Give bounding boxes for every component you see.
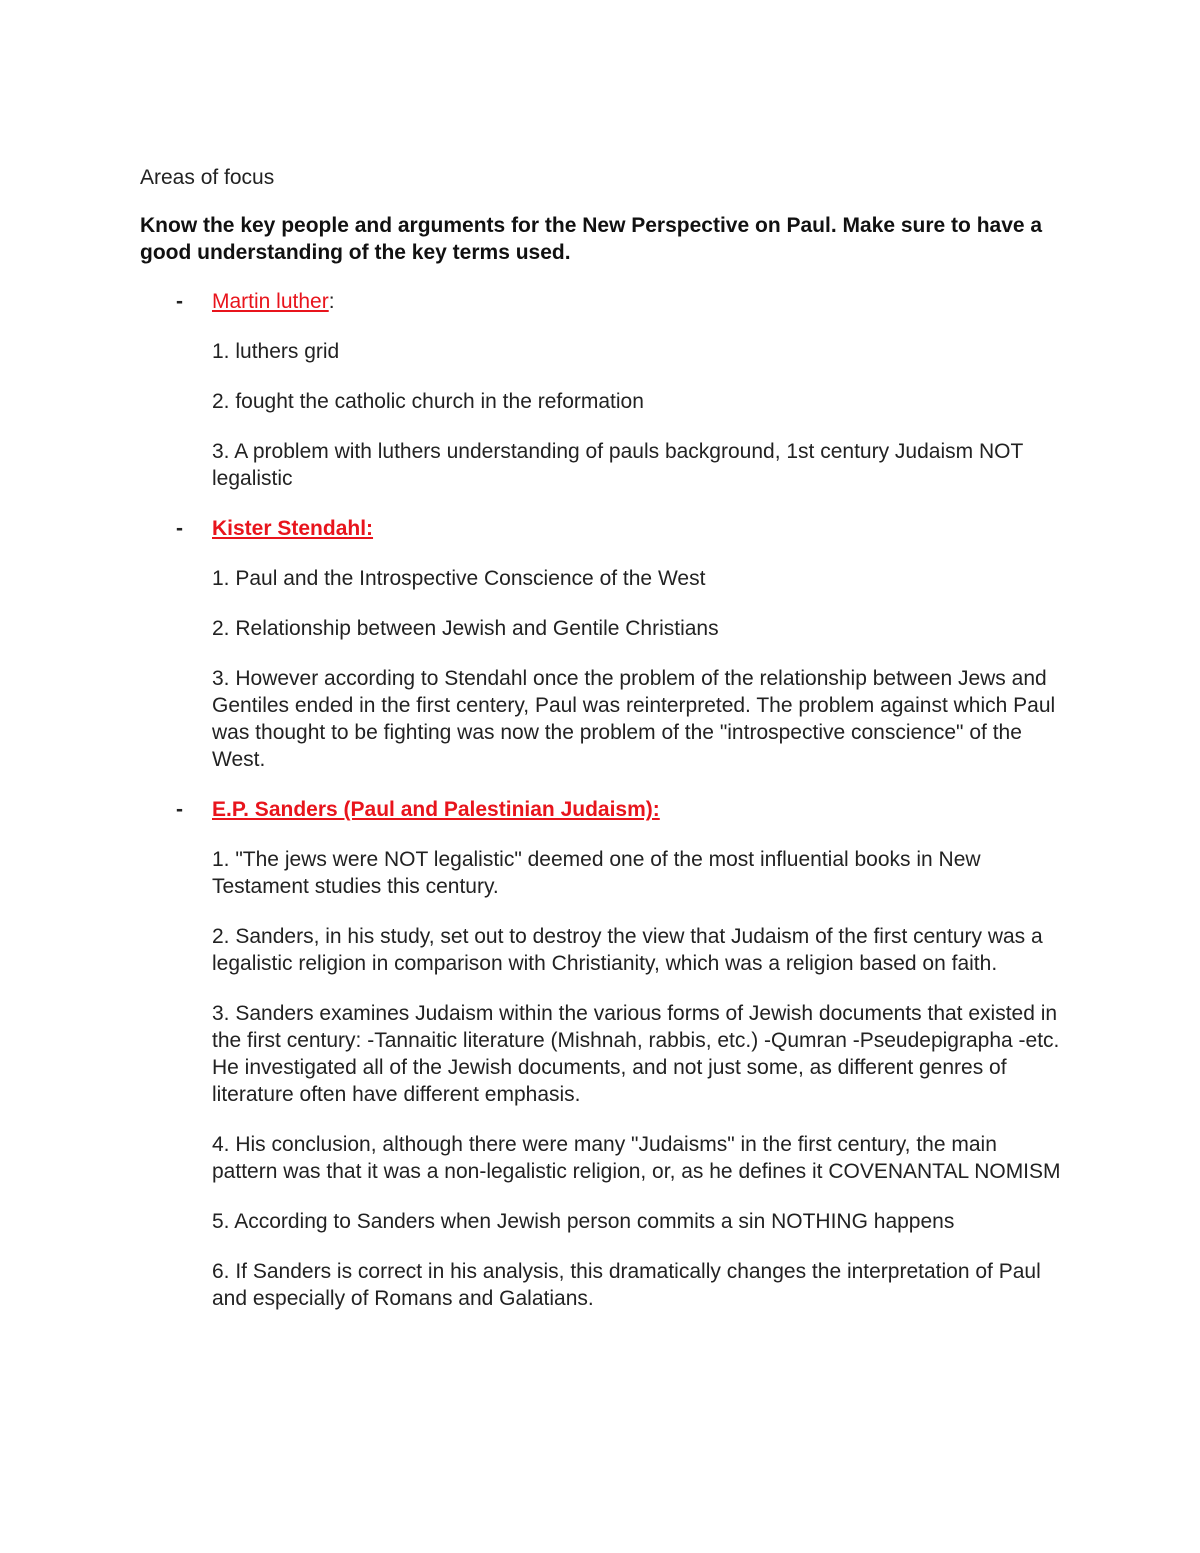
dash-bullet: -	[176, 798, 183, 821]
section-heading	[140, 796, 1060, 824]
list-item: 3. A problem with luthers understanding of pauls background, 1st century Judaism NOT legalistic	[212, 440, 1023, 490]
list-item: 5. According to Sanders when Jewish person commits a sin NOTHING happens	[212, 1210, 955, 1233]
section-ep-sanders	[140, 796, 1060, 1312]
heading-link-ep-sanders[interactable]: E.P. Sanders (Paul and Palestinian Judaism):	[212, 798, 660, 821]
dash-bullet: -	[176, 290, 183, 313]
task-instruction: Know the key people and arguments for the New Perspective on Paul. Make sure to have a good understanding of the key terms used.	[140, 214, 1043, 264]
list-item: 2. fought the catholic church in the reformation	[212, 390, 644, 413]
list-item: 4. His conclusion, although there were many "Judaisms" in the first century, the main pattern was that it was a non-legalistic religion, or, as he defines it COVENANTAL NOMISM	[212, 1133, 1061, 1183]
section-heading	[140, 288, 1060, 316]
dash-bullet: -	[176, 517, 183, 540]
list-item: 1. Paul and the Introspective Conscience of the West	[212, 567, 706, 590]
list-item: 1. luthers grid	[212, 340, 340, 363]
list-item: 3. However according to Stendahl once the problem of the relationship between Jews and Gentiles ended in the first centery, Paul was reinterpreted. The problem against which Paul was thought to be fighting was now the problem of the "introspective conscience" of the West.	[212, 667, 1056, 771]
section-heading	[140, 515, 1060, 543]
list-item: 1. "The jews were NOT legalistic" deemed one of the most influential books in New Testament studies this century.	[212, 848, 981, 898]
section-martin-luther	[140, 288, 1060, 492]
heading-link-kister-stendahl[interactable]: Kister Stendahl:	[212, 517, 374, 540]
list-item: 2. Relationship between Jewish and Gentile Christians	[212, 617, 719, 640]
heading-link-martin-luther[interactable]: Martin luther	[212, 290, 329, 313]
intro-line: Areas of focus	[140, 166, 275, 189]
heading-colon: :	[328, 290, 335, 313]
list-item: 2. Sanders, in his study, set out to destroy the view that Judaism of the first century was a legalistic religion in comparison with Christianity, which was a religion based on faith.	[212, 925, 1043, 975]
list-item: 3. Sanders examines Judaism within the various forms of Jewish documents that existed in the first century: -Tannaitic literature (Mishnah, rabbis, etc.) -Qumran -Pseudepigrapha -etc. He investigated all of the Jewish documents, and not just some, as different genres of literature often have different emphasis.	[212, 1002, 1060, 1106]
document-page	[140, 164, 1060, 1335]
section-kister-stendahl	[140, 515, 1060, 773]
list-item: 6. If Sanders is correct in his analysis, this dramatically changes the interpretation of Paul and especially of Romans and Galatians.	[212, 1260, 1041, 1310]
